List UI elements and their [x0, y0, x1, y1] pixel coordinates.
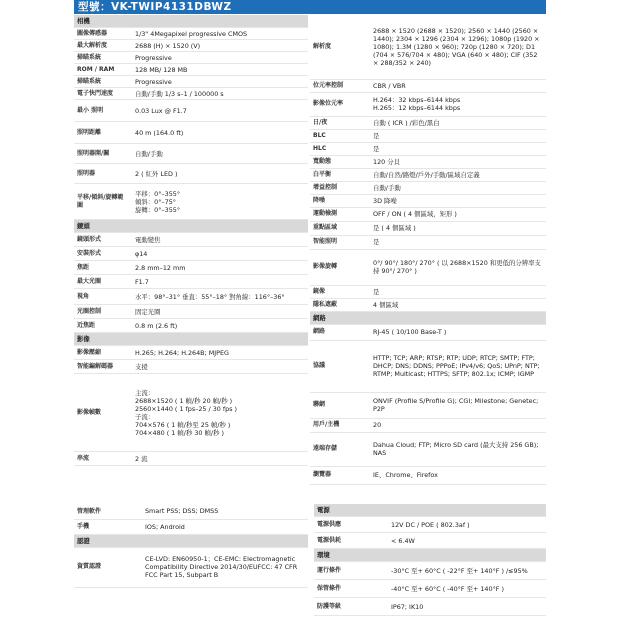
spec-row [74, 261, 308, 275]
spec-row [74, 360, 308, 374]
spec-label: 照明器 [74, 164, 132, 184]
spec-value: 固定光圈 [132, 305, 308, 319]
section-heading: 環境 [314, 549, 546, 562]
spec-value: 0.03 Lux @ F1.7 [132, 100, 308, 122]
spec-value: Dahua Cloud; FTP; Micro SD card (最大支持 256 GB); NAS [370, 432, 546, 466]
spec-row [310, 298, 546, 311]
spec-label: 最大光圈 [74, 275, 132, 289]
section-heading: 相機 [74, 15, 308, 28]
spec-value: 40 m (164.0 ft) [132, 122, 308, 144]
spec-row [74, 452, 308, 466]
spec-value: -30°C 至+ 60°C ( -22°F 至+ 140°F ) /≤95% [388, 562, 546, 580]
spec-label: 串流 [74, 452, 132, 466]
spec-value: < 6.4W [388, 533, 546, 549]
spec-label: 運動檢測 [310, 207, 370, 221]
spec-row [314, 562, 546, 580]
spec-value: 是 ( 4 個區域 ) [370, 221, 546, 235]
spec-label: 影像幀數 [74, 374, 132, 452]
power-env-spec-table [314, 504, 546, 616]
spec-row [310, 285, 546, 298]
spec-label: 防護等級 [314, 598, 388, 616]
spec-value: 0.8 m (2.6 ft) [132, 319, 308, 333]
spec-label: 最大解析度 [74, 40, 132, 52]
spec-row [310, 116, 546, 129]
spec-label: 影像位元率 [310, 92, 370, 116]
section-network [310, 311, 546, 324]
spec-label: 平移/傾斜/旋轉範圍 [74, 184, 132, 220]
spec-value: IE、Chrome、Firefox [370, 466, 546, 484]
spec-value: CBR / VBR [370, 79, 546, 92]
spec-row [74, 40, 308, 52]
spec-label: 照明距離 [74, 122, 132, 144]
spec-value: 水平：98°–31° 垂直：55°–18° 對角線：116°–36° [132, 289, 308, 305]
spec-row [310, 168, 546, 181]
spec-label: HLC [310, 142, 370, 155]
spec-row [74, 164, 308, 184]
spec-label: 光圈控制 [74, 305, 132, 319]
spec-value: Progressive [132, 52, 308, 64]
spec-value: 是 [370, 285, 546, 298]
spec-label: BLC [310, 129, 370, 142]
spec-label: 焦距 [74, 261, 132, 275]
spec-value: 3D 降噪 [370, 194, 546, 207]
spec-row [310, 142, 546, 155]
spec-row [74, 374, 308, 452]
spec-label: 資質認證 [74, 547, 142, 587]
spec-value: H.265; H.264; H.264B; MJPEG [132, 346, 308, 360]
spec-row [310, 324, 546, 340]
spec-label: 安裝形式 [74, 247, 132, 261]
spec-row [74, 275, 308, 289]
spec-value: F1.7 [132, 275, 308, 289]
spec-value: 是 [370, 129, 546, 142]
spec-label: 增益控制 [310, 181, 370, 194]
spec-row [74, 122, 308, 144]
spec-label: 智能編解碼器 [74, 360, 132, 374]
section-environment [314, 549, 546, 562]
spec-row [74, 247, 308, 261]
spec-label: 位元率控制 [310, 79, 370, 92]
spec-row [74, 319, 308, 333]
spec-row [74, 547, 308, 587]
spec-label: 日/夜 [310, 116, 370, 129]
spec-value: H.264：32 kbps–6144 kbps H.265：12 kbps–6144 kbps [370, 92, 546, 116]
spec-label: 電源供耗 [314, 533, 388, 549]
spec-label: 圖像傳感器 [74, 28, 132, 40]
spec-label: 用戶/主機 [310, 418, 370, 432]
section-power [314, 504, 546, 517]
spec-label: 降噪 [310, 194, 370, 207]
spec-label: 照明器開/關 [74, 144, 132, 164]
spec-value: 自動/手動 1/3 s–1 / 100000 s [132, 88, 308, 100]
spec-label: 管理軟件 [74, 504, 142, 519]
spec-row [310, 235, 546, 249]
spec-label: 近焦距 [74, 319, 132, 333]
spec-value: Progressive [132, 76, 308, 88]
spec-value: 電動變焦 [132, 233, 308, 247]
spec-row [74, 64, 308, 76]
spec-value: 2.8 mm–12 mm [132, 261, 308, 275]
page-title: 型號：VK-TWIP4131DBWZ [74, 0, 546, 14]
spec-row [314, 580, 546, 598]
spec-row [314, 533, 546, 549]
spec-value: 2688 × 1520 (2688 × 1520); 2560 × 1440 (2560 × 1440); 2304 × 1296 (2304 × 1296); 1080p (1920 × 1080); 1.3M (1280 × 960); 720p (1280 × 720); D1 (704 × 576/704 × 480); VGA (640 × 480); CIF (352 × 288/352 × 240) [370, 15, 546, 79]
spec-row [74, 100, 308, 122]
spec-row [74, 346, 308, 360]
spec-label: 瀏覽器 [310, 466, 370, 484]
spec-row [310, 92, 546, 116]
spec-label: 手機 [74, 519, 142, 534]
section-video [74, 333, 308, 346]
spec-row [310, 129, 546, 142]
spec-row [310, 155, 546, 168]
section-heading: 鏡頭 [74, 220, 308, 233]
spec-label: 鏡像 [310, 285, 370, 298]
spec-value: 自動/自然/路燈/戶外/手動/區域自定義 [370, 168, 546, 181]
spec-value: IP67; IK10 [388, 598, 546, 616]
spec-value: ONVIF (Profile S/Profile G); CGI; Milestone; Genetec; P2P [370, 392, 546, 418]
spec-row [310, 15, 546, 79]
spec-value: CE-LVD: EN60950-1；CE-EMC: Electromagnetic Compatibility Directive 2014/30/EUFCC: 47 CFR FCC Part 15, Subpart B [142, 547, 308, 587]
image-network-spec-table [310, 15, 546, 485]
spec-row [310, 432, 546, 466]
spec-value: 主流： 2688×1520 ( 1 幀/秒 20 幀/秒 ) 2560×1440 ( 1 fps–25 / 30 fps ) 子流： 704×576 ( 1 幀/秒至 25 幀/秒 ) 704×480 ( 1 幀/秒 30 幀/秒 ) [132, 374, 308, 452]
spec-row [74, 88, 308, 100]
spec-label: 聯網 [310, 392, 370, 418]
spec-label: 鏡頭形式 [74, 233, 132, 247]
spec-label: 寬動態 [310, 155, 370, 168]
spec-value: 支援 [132, 360, 308, 374]
spec-label: 智能照明 [310, 235, 370, 249]
spec-label: 網路 [310, 324, 370, 340]
spec-row [310, 392, 546, 418]
spec-row [310, 181, 546, 194]
spec-label: 遠端存儲 [310, 432, 370, 466]
spec-row [74, 233, 308, 247]
spec-label: 最小 照明 [74, 100, 132, 122]
spec-value: Smart PSS; DSS; DMSS [142, 504, 308, 519]
spec-column-bottom-left [74, 504, 308, 588]
spec-row [310, 466, 546, 484]
spec-value: 120 分貝 [370, 155, 546, 168]
spec-label: 協議 [310, 340, 370, 392]
spec-row [310, 249, 546, 285]
spec-label: 隱私遮蔽 [310, 298, 370, 311]
spec-value: HTTP; TCP; ARP; RTSP; RTP; UDP; RTCP; SMTP; FTP; DHCP; DNS; DDNS; PPPoE; IPv4/v6; QoS; UPnP; NTP; RTMP; Multicast; HTTPS; SFTP; 802.1x; ICMP; IGMP [370, 340, 546, 392]
spec-label: 解析度 [310, 15, 370, 79]
spec-label: 視角 [74, 289, 132, 305]
spec-row [74, 144, 308, 164]
spec-row [74, 504, 308, 519]
spec-row [74, 52, 308, 64]
software-cert-spec-table [74, 504, 308, 588]
camera-spec-table [74, 15, 308, 466]
spec-row [74, 184, 308, 220]
spec-value: 平移：0°–355° 傾斜：0°–75° 旋轉：0°–355° [132, 184, 308, 220]
spec-label: 保管條件 [314, 580, 388, 598]
spec-row [314, 517, 546, 533]
spec-label: 掃瞄系統 [74, 76, 132, 88]
spec-column-right [310, 15, 546, 485]
spec-row [74, 305, 308, 319]
section-heading: 網路 [310, 311, 546, 324]
spec-value: 0°/ 90°/ 180°/ 270° ( 以 2688×1520 和更低的分辨率支持 90°/ 270° ) [370, 249, 546, 285]
spec-value: 2 流 [132, 452, 308, 466]
spec-value: 128 MB/ 128 MB [132, 64, 308, 76]
spec-label: 電源供應 [314, 517, 388, 533]
section-heading: 影像 [74, 333, 308, 346]
spec-row [310, 418, 546, 432]
spec-value: 自動 ( ICR ) /彩色/黑白 [370, 116, 546, 129]
spec-value: -40°C 至+ 60°C ( -40°F 至+ 140°F ) [388, 580, 546, 598]
spec-row [310, 207, 546, 221]
spec-column-left [74, 15, 308, 466]
spec-label: 掃瞄系統 [74, 52, 132, 64]
spec-value: IOS; Android [142, 519, 308, 534]
spec-value: 是 [370, 142, 546, 155]
spec-value: 是 [370, 235, 546, 249]
spec-label: ROM / RAM [74, 64, 132, 76]
spec-value: 1/3" 4Megapixel progressive CMOS [132, 28, 308, 40]
spec-row [310, 194, 546, 207]
spec-label: 影像壓縮 [74, 346, 132, 360]
spec-column-bottom-right [314, 504, 546, 616]
section-heading: 認證 [74, 534, 308, 547]
spec-value: 12V DC / POE ( 802.3af ) [388, 517, 546, 533]
section-certification [74, 534, 308, 547]
spec-value: 20 [370, 418, 546, 432]
spec-value: 2688 (H) × 1520 (V) [132, 40, 308, 52]
spec-label: 影像旋轉 [310, 249, 370, 285]
spec-value: 自動/手動 [370, 181, 546, 194]
section-lens [74, 220, 308, 233]
spec-row [74, 76, 308, 88]
spec-row [310, 340, 546, 392]
spec-label: 運行條件 [314, 562, 388, 580]
spec-row [314, 598, 546, 616]
spec-value: φ14 [132, 247, 308, 261]
spec-label: 電子快門速度 [74, 88, 132, 100]
spec-value: 4 個區域 [370, 298, 546, 311]
spec-row [310, 79, 546, 92]
spec-label: 重點區域 [310, 221, 370, 235]
spec-label: 白平衡 [310, 168, 370, 181]
spec-row [74, 519, 308, 534]
section-camera [74, 15, 308, 28]
spec-value: 2 ( 紅外 LED ) [132, 164, 308, 184]
spec-value: 自動/手動 [132, 144, 308, 164]
spec-row [74, 28, 308, 40]
spec-row [74, 289, 308, 305]
spec-value: OFF / ON ( 4 個區域，矩形 ) [370, 207, 546, 221]
spec-row [310, 221, 546, 235]
section-heading: 電源 [314, 504, 546, 517]
spec-value: RJ-45 ( 10/100 Base-T ) [370, 324, 546, 340]
